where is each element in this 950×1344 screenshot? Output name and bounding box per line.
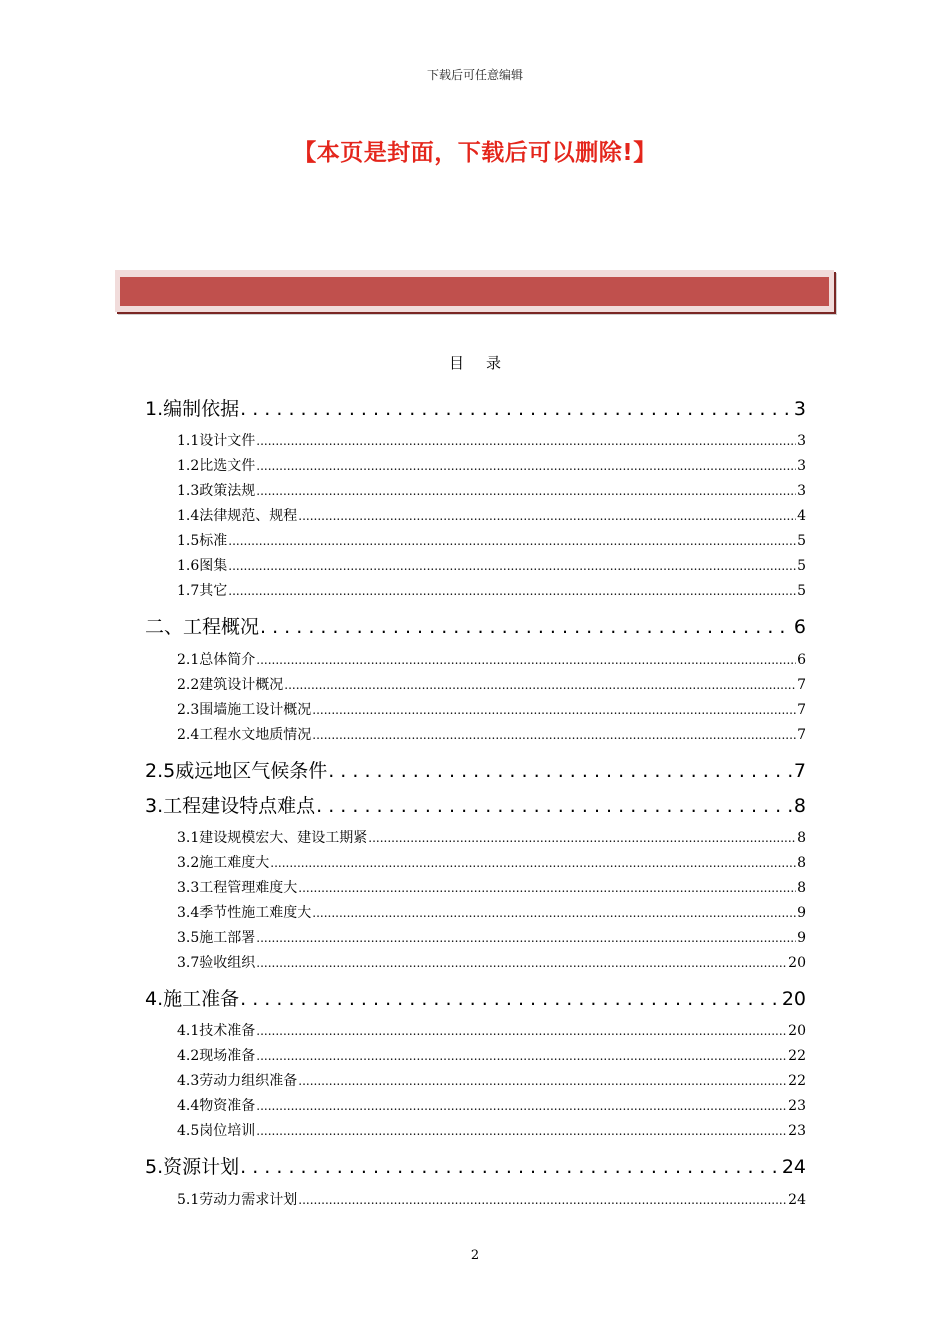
toc-entry[interactable]: 1.7其它 ..... 5 <box>177 580 806 600</box>
decorative-banner <box>115 270 834 312</box>
toc-entry[interactable]: 1.6图集 ..... 5 <box>177 555 806 575</box>
cover-removal-notice: 【本页是封面，下载后可以删除!】 <box>293 140 657 166</box>
toc-entry[interactable]: 3.2施工难度大 ..... 8 <box>177 852 806 872</box>
toc-entry[interactable]: 4.1技术准备 ..... 20 <box>177 1020 806 1040</box>
toc-entry[interactable]: 4.施工准备 . . . 20 <box>145 984 806 1011</box>
toc-entry[interactable]: 3.1建设规模宏大、建设工期紧 ..... 8 <box>177 827 806 847</box>
toc-entry[interactable]: 1.1设计文件 ..... 3 <box>177 430 806 450</box>
toc-entry[interactable]: 2.5威远地区气候条件 . . . 7 <box>145 756 806 783</box>
toc-entry[interactable]: 1.编制依据 . . . 3 <box>145 394 806 421</box>
toc-entry[interactable]: 3.3工程管理难度大 ..... 8 <box>177 877 806 897</box>
toc-entry[interactable]: 4.2现场准备 ..... 22 <box>177 1045 806 1065</box>
toc-entry[interactable]: 1.2比选文件 ..... 3 <box>177 455 806 475</box>
toc-entry[interactable]: 二、工程概况 . . . 6 <box>145 612 806 639</box>
toc-entry[interactable]: 2.4工程水文地质情况 ..... 7 <box>177 724 806 744</box>
toc-title: 目录 <box>448 354 523 372</box>
toc-entry[interactable]: 5.资源计划 . . . 24 <box>145 1152 806 1179</box>
toc-entry[interactable]: 3.7验收组织 ..... 20 <box>177 952 806 972</box>
toc-entry[interactable]: 3.工程建设特点难点 . . . 8 <box>145 791 806 818</box>
toc-entry[interactable]: 5.1劳动力需求计划 ..... 24 <box>177 1189 806 1209</box>
toc-entry[interactable]: 3.5施工部署 ..... 9 <box>177 927 806 947</box>
toc-entry[interactable]: 4.3劳动力组织准备 ..... 22 <box>177 1070 806 1090</box>
banner-bar <box>120 277 829 306</box>
toc-entry[interactable]: 2.2建筑设计概况 ..... 7 <box>177 674 806 694</box>
toc-entry[interactable]: 3.4季节性施工难度大 ..... 9 <box>177 902 806 922</box>
toc-entry[interactable]: 2.3围墙施工设计概况 ..... 7 <box>177 699 806 719</box>
header-note: 下载后可任意编辑 <box>426 68 523 82</box>
toc-entry[interactable]: 4.4物资准备 ..... 23 <box>177 1095 806 1115</box>
toc-entry[interactable]: 2.1总体简介 ..... 6 <box>177 649 806 669</box>
toc-entry[interactable]: 1.3政策法规 ..... 3 <box>177 480 806 500</box>
toc-entry[interactable]: 4.5岗位培训 ..... 23 <box>177 1120 806 1140</box>
page-number: 2 <box>470 1248 480 1263</box>
toc-entry[interactable]: 1.4法律规范、规程 ..... 4 <box>177 505 806 525</box>
toc-entry[interactable]: 1.5标准 ..... 5 <box>177 530 806 550</box>
